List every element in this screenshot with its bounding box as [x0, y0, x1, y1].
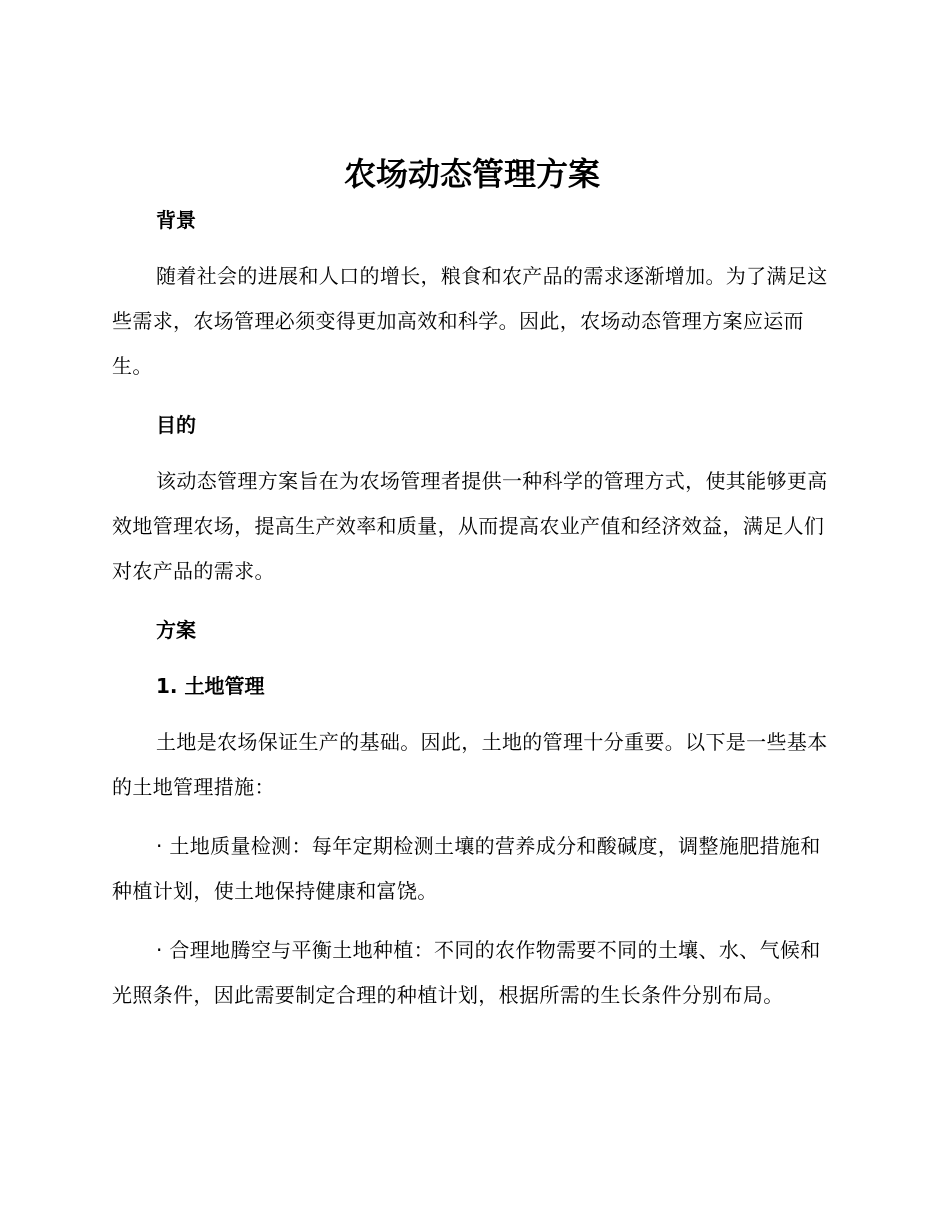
land-measure-item-soil-testing: · 土地质量检测：每年定期检测土壤的营养成分和酸碱度，调整施肥措施和种植计划，使土地保持健康和富饶。: [112, 834, 821, 903]
section-heading-purpose: 目的: [156, 413, 196, 437]
section-heading-plan: 方案: [156, 618, 196, 642]
land-measure-item-planting-balance: · 合理地腾空与平衡土地种植：不同的农作物需要不同的土壤、水、气候和光照条件，因此需要制定合理的种植计划，根据所需的生长条件分别布局。: [112, 938, 821, 1007]
background-paragraph: 随着社会的进展和人口的增长，粮食和农产品的需求逐渐增加。为了满足这些需求，农场管理必须变得更加高效和科学。因此，农场动态管理方案应运而生。: [112, 264, 828, 378]
subsection-heading-land-management: 1. 土地管理: [156, 674, 265, 698]
document-page: [112, 148, 832, 1032]
document-title: 农场动态管理方案: [343, 155, 600, 193]
section-heading-background: 背景: [156, 208, 196, 232]
land-management-intro: 土地是农场保证生产的基础。因此，土地的管理十分重要。以下是一些基本的土地管理措施：: [112, 730, 828, 799]
purpose-paragraph: 该动态管理方案旨在为农场管理者提供一种科学的管理方式，使其能够更高效地管理农场，提高生产效率和质量，从而提高农业产值和经济效益，满足人们对农产品的需求。: [112, 469, 828, 583]
